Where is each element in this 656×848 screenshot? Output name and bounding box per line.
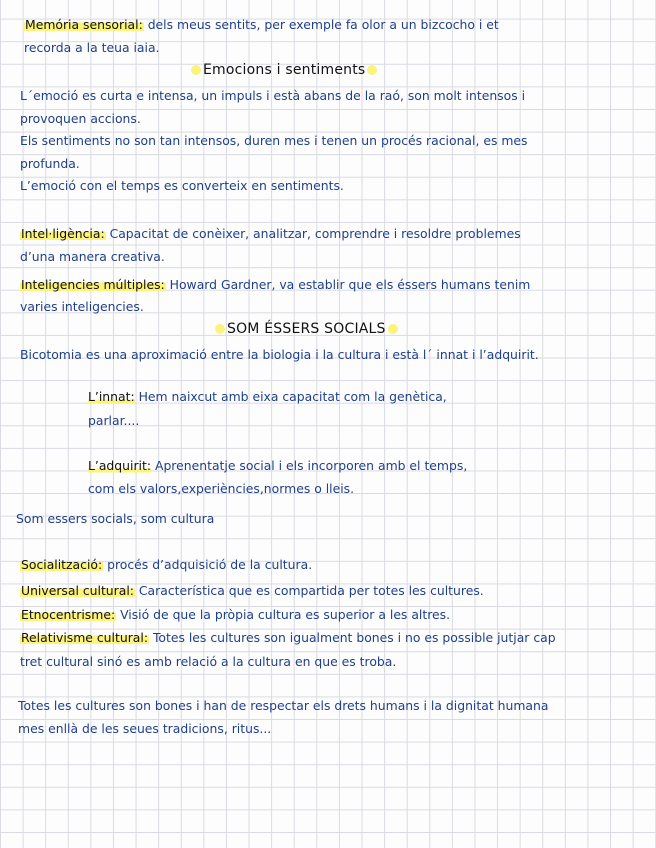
emocio-line-5: L’emoció con el temps es converteix en sentiments. xyxy=(20,178,344,193)
etnocentrisme-line: Etnocentrisme: Visió de que la pròpia cultura es superior a les altres. xyxy=(21,607,451,622)
memoria-line-1: Memória sensorial: dels meus sentits, per exemple fa olor a un bizcocho i et xyxy=(25,17,499,32)
adquirit-line-1: L’adquirit: Aprenentatje social i els incorporen amb el temps, xyxy=(88,458,468,473)
term-memoria: Memória sensorial: xyxy=(25,17,143,32)
emocio-line-4: profunda. xyxy=(20,156,80,171)
universal-line: Universal cultural: Característica que es compartida per totes les cultures. xyxy=(21,583,484,598)
term-adquirit: L’adquirit: xyxy=(88,458,152,473)
term-multiples: Inteligencies múltiples: xyxy=(21,277,165,292)
emocio-line-1: L´emoció es curta e intensa, un impuls i està abans de la raó, son molt intensos i xyxy=(20,88,526,103)
heading-emocions: Emocions i sentiments xyxy=(189,59,379,82)
final-line-2: mes enllà de les seues tradicions, ritus... xyxy=(18,721,272,736)
emocio-line-3: Els sentiments no son tan intensos, duren mes i tenen un procés racional, es mes xyxy=(20,133,528,148)
relativisme-line-1: Relativisme cultural: Totes les cultures son igualment bones i no es possible jutjar cap xyxy=(21,630,556,645)
term-relativisme: Relativisme cultural: xyxy=(21,630,148,645)
term-etnocentrisme: Etnocentrisme: xyxy=(21,607,116,622)
final-line-1: Totes les cultures son bones i han de respectar els drets humans i la dignitat humana xyxy=(18,698,549,713)
term-universal: Universal cultural: xyxy=(21,583,134,598)
essers-line: Som essers socials, som cultura xyxy=(16,511,215,526)
term-intel: Intel·ligència: xyxy=(21,226,105,241)
socialitzacio-line: Socialització: procés d’adquisició de la cultura. xyxy=(21,557,313,572)
bicotomia-line: Bicotomia es una aproximació entre la biologia i la cultura i està l´ innat i l’adquirit. xyxy=(20,347,539,362)
intel-line-1: Intel·ligència: Capacitat de conèixer, analitzar, comprendre i resoldre problemes xyxy=(21,226,521,241)
adquirit-line-2: com els valors,experiències,normes o lleis. xyxy=(88,481,355,496)
term-innat: L’innat: xyxy=(88,389,135,404)
multiples-line-2: varies inteligencies. xyxy=(20,299,144,314)
intel-line-2: d’una manera creativa. xyxy=(20,249,165,264)
innat-line-1: L’innat: Hem naixcut amb eixa capacitat com la genètica, xyxy=(88,389,447,404)
term-socialitzacio: Socialització: xyxy=(21,557,103,572)
emocio-line-2: provoquen accions. xyxy=(20,111,141,126)
multiples-line-1: Inteligencies múltiples: Howard Gardner, va establir que els éssers humans tenim xyxy=(21,277,531,292)
heading-social: SOM ÉSSERS SOCIALS xyxy=(213,318,400,341)
memoria-line-2: recorda a la teua iaia. xyxy=(24,40,160,55)
innat-line-2: parlar.... xyxy=(88,413,140,428)
relativisme-line-2: tret cultural sinó es amb relació a la cultura en que es troba. xyxy=(20,654,397,669)
